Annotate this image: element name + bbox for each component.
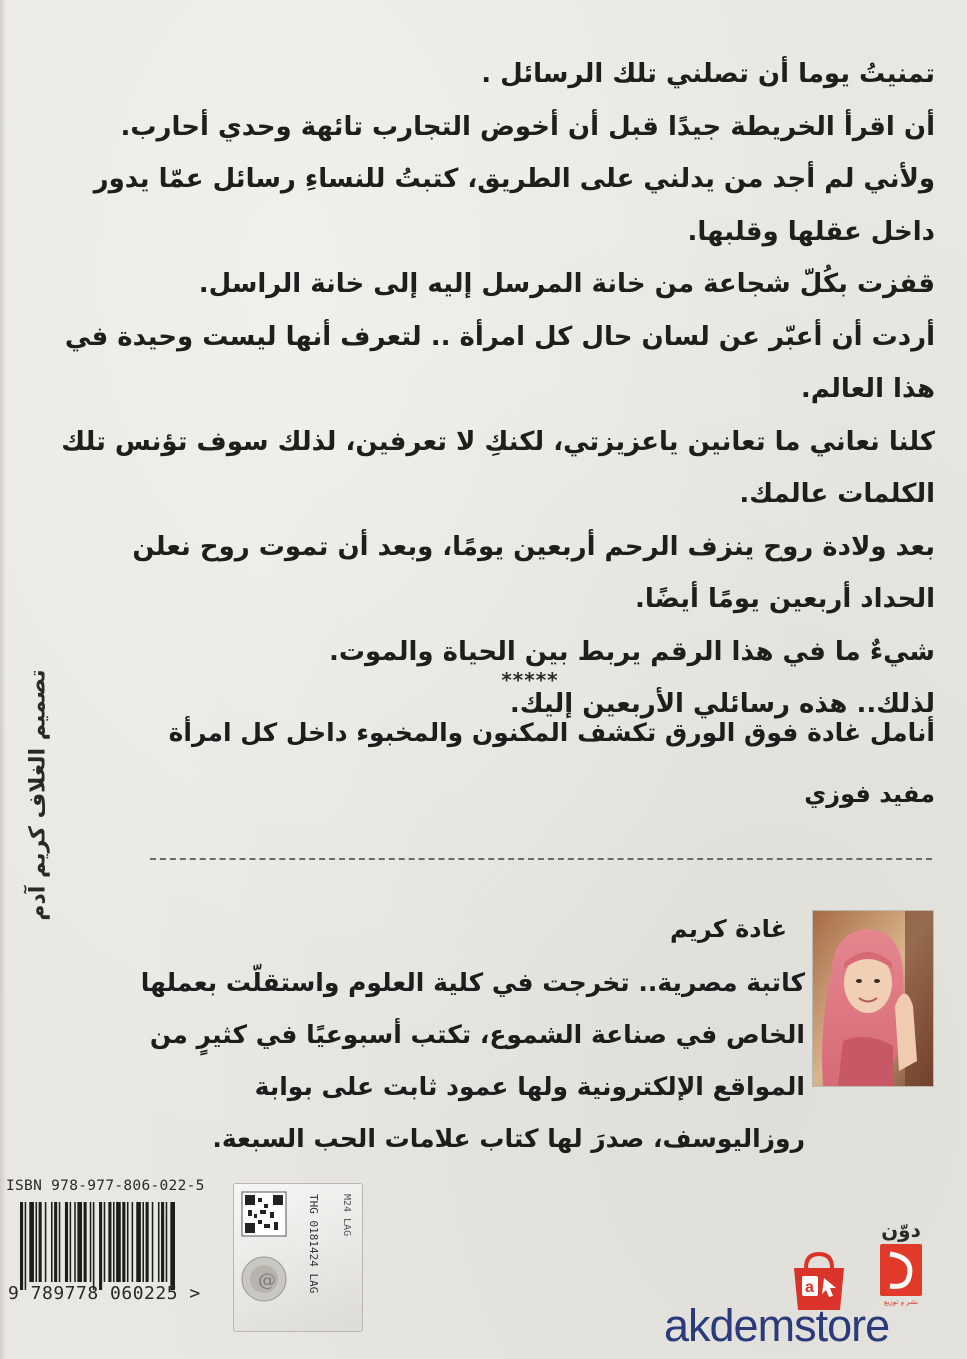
- barcode-bar: [166, 1202, 168, 1282]
- barcode-bar: [122, 1202, 125, 1282]
- price-sticker: [233, 1183, 363, 1332]
- barcode-bar: [20, 1202, 23, 1290]
- barcode-bar: [51, 1202, 53, 1282]
- blurb-line: بعد ولادة روح ينزف الرحم أربعين يومًا، وبعد أن تموت روح نعلن: [132, 531, 935, 562]
- author-photo: [812, 910, 934, 1087]
- blurb-line: أن اقرأ الخريطة جيدًا قبل أن أخوض التجارب تائهة وحدي أحارب.: [120, 111, 935, 142]
- barcode-bar: [84, 1202, 87, 1282]
- blurb-line: ولأني لم أجد من يدلني على الطريق، كتبتُ للنساءِ رسائل عمّا يدور: [93, 164, 935, 194]
- bio-line: روزاليوسف، صدرَ لها كتاب علامات الحب السبعة.: [212, 1124, 805, 1153]
- blurb-line: هذا العالم.: [800, 374, 935, 404]
- barcode-bar: [108, 1202, 111, 1282]
- sticker-code-a: THG: [307, 1194, 320, 1214]
- endorsement-author: مفيد فوزي: [804, 780, 935, 808]
- dashed-divider: [150, 858, 932, 860]
- blurb-text: [55, 48, 935, 731]
- author-portrait-image: [813, 911, 933, 1086]
- sticker-code-d: M24: [341, 1194, 352, 1213]
- barcode-bar: [93, 1202, 95, 1290]
- blurb-line: لذلك.. هذه رسائلي الأربعين إليك.: [509, 689, 935, 719]
- barcode-bar: [25, 1202, 27, 1290]
- sticker-code-b: 0181424: [307, 1220, 320, 1267]
- svg-text:a: a: [805, 1279, 814, 1296]
- barcode-bar: [77, 1202, 82, 1282]
- barcode-bar: [146, 1202, 149, 1282]
- barcode-bar: [36, 1202, 38, 1282]
- barcode-bar: [65, 1202, 68, 1282]
- author-bio: [140, 957, 805, 1165]
- barcode-bar: [113, 1202, 115, 1282]
- barcode-bar: [158, 1202, 160, 1282]
- barcode-bar: [152, 1202, 154, 1282]
- bio-line: الخاص في صناعة الشموع، تكتب أسبوعيًا في كثيرٍ من: [149, 1020, 805, 1049]
- bio-line: المواقع الإلكترونية ولها عمود ثابت على بوابة: [254, 1072, 805, 1101]
- publisher-tagline: نشر و توزيع: [883, 1298, 919, 1306]
- isbn-label: ISBN 978-977-806-022-5: [6, 1178, 205, 1194]
- barcode-bar: [116, 1202, 121, 1282]
- barcode-bar: [45, 1202, 47, 1282]
- barcode-bar: [29, 1202, 34, 1282]
- blurb-line: أردت أن أعبّر عن لسان حال كل امرأة .. لتعرف أنها ليست وحيدة في: [64, 321, 935, 352]
- blurb-line: قفزت بكُلّ شجاعة من خانة المرسل إليه إلى خانة الراسل.: [198, 269, 935, 299]
- sticker-code-c: LAG: [307, 1273, 320, 1294]
- barcode-bar: [132, 1202, 134, 1282]
- paper-edge: [0, 0, 6, 1359]
- blurb-line: شيءٌ ما في هذا الرقم يربط بين الحياة والموت.: [328, 636, 935, 667]
- bio-line: كاتبة مصرية.. تخرجت في كلية العلوم واستقلّت بعملها: [140, 968, 805, 997]
- svg-text:@: @: [258, 1270, 276, 1291]
- barcode-bar: [59, 1202, 61, 1282]
- cover-design-credit: [24, 665, 52, 925]
- barcode-bar: [99, 1202, 102, 1290]
- blurb-line: تمنيتُ يوما أن تصلني تلك الرسائل .: [481, 59, 935, 89]
- barcode-bar: [39, 1202, 42, 1282]
- barcode-bar: [104, 1202, 106, 1282]
- blurb-line: داخل عقلها وقلبها.: [687, 216, 935, 247]
- barcode-bar: [170, 1202, 175, 1290]
- author-name: غادة كريم: [670, 915, 787, 943]
- barcode-bar: [161, 1202, 164, 1282]
- sticker-code-e: LAG: [341, 1218, 352, 1237]
- barcode-bar: [54, 1202, 57, 1282]
- cover-design-credit-text: تصميم الغلاف كريم آدم: [25, 669, 51, 921]
- barcode-bar: [136, 1202, 141, 1282]
- barcode-bar: [142, 1202, 144, 1282]
- barcode-digits: 9 789778 060225 >: [8, 1283, 201, 1304]
- barcode-bar: [90, 1202, 92, 1282]
- store-watermark: [664, 1250, 964, 1355]
- store-watermark-text: akdemstore: [664, 1300, 890, 1351]
- barcode-bar: [74, 1202, 76, 1282]
- blurb-line: الحداد أربعين يومًا أيضًا.: [634, 584, 935, 614]
- barcode-bar: [70, 1202, 72, 1282]
- blurb-line: الكلمات عالمك.: [739, 479, 935, 509]
- blurb-line: كلنا نعاني ما تعانين ياعزيزتي، لكنكِ لا تعرفين، لذلك سوف تؤنس تلك: [61, 426, 935, 457]
- publisher-name: دوّن: [881, 1218, 921, 1242]
- barcode-bar: [127, 1202, 129, 1282]
- section-separator: *****: [501, 668, 559, 692]
- endorsement-quote: أنامل غادة فوق الورق تكشف المكنون والمخبوء داخل كل امرأة: [168, 718, 935, 747]
